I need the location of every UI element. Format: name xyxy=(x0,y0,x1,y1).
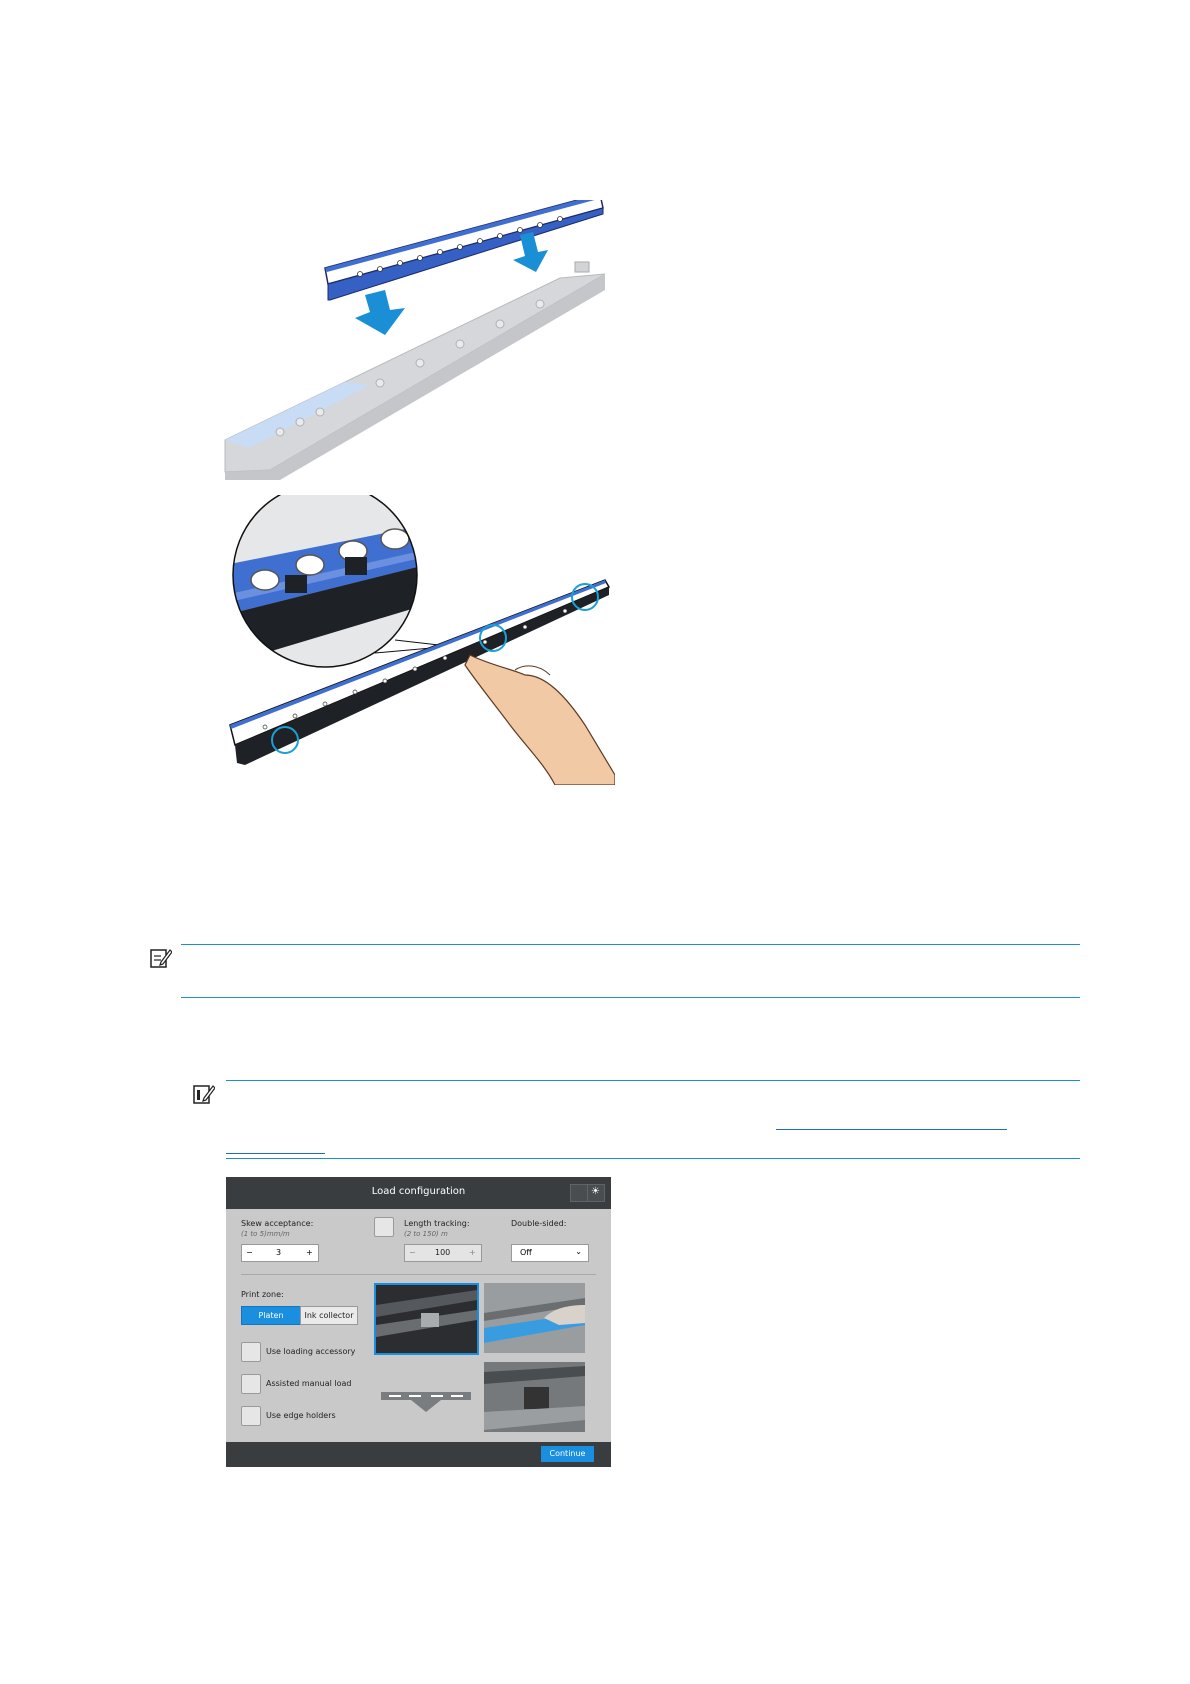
link-underline-continued[interactable] xyxy=(226,1153,325,1154)
platen-option[interactable]: Platen xyxy=(241,1306,301,1325)
panel-footer xyxy=(226,1442,611,1467)
double-sided-select[interactable] xyxy=(511,1244,589,1262)
accessory-insertion-illustration xyxy=(220,200,610,480)
accessory-hand-image xyxy=(484,1283,585,1353)
double-sided-label: Double-sided: xyxy=(511,1219,567,1228)
edge-holders-diagram xyxy=(381,1392,471,1420)
panel-divider xyxy=(241,1274,596,1275)
edge-holders-checkbox[interactable] xyxy=(241,1406,261,1426)
sun-icon: ☀ xyxy=(591,1186,600,1197)
panel-header xyxy=(226,1177,611,1209)
link-underline[interactable] xyxy=(776,1129,1007,1130)
length-tracking-checkbox[interactable] xyxy=(374,1217,394,1237)
accessory-check-illustration xyxy=(225,495,615,785)
important-pencil-icon xyxy=(193,1083,215,1105)
ink-collector-option[interactable]: Ink collector xyxy=(300,1306,358,1325)
length-minus-button[interactable]: − xyxy=(409,1248,416,1257)
load-configuration-panel xyxy=(226,1177,611,1467)
panel-title: Load configuration xyxy=(371,1186,466,1197)
edge-holders-label: Use edge holders xyxy=(266,1411,336,1420)
skew-label: Skew acceptance: xyxy=(241,1219,314,1228)
brightness-button[interactable] xyxy=(587,1184,605,1202)
length-tracking-stepper[interactable] xyxy=(404,1244,482,1262)
important-bottom-rule xyxy=(226,1158,1080,1159)
loading-accessory-thumbnail[interactable] xyxy=(484,1283,585,1353)
assisted-manual-load-label: Assisted manual load xyxy=(266,1379,352,1388)
loading-accessory-label: Use loading accessory xyxy=(266,1347,356,1356)
skew-minus-button[interactable]: − xyxy=(246,1248,253,1257)
skew-stepper[interactable] xyxy=(241,1244,319,1262)
loading-accessory-checkbox[interactable] xyxy=(241,1342,261,1362)
double-sided-value: Off xyxy=(520,1248,532,1257)
view-button[interactable] xyxy=(570,1184,588,1202)
length-value[interactable]: 100 xyxy=(435,1248,451,1257)
print-zone-label: Print zone: xyxy=(241,1290,284,1299)
printer-interior-image xyxy=(376,1285,477,1353)
length-tracking-label: Length tracking: xyxy=(404,1219,470,1228)
continue-button[interactable]: Continue xyxy=(541,1446,594,1462)
length-tracking-range: (2 to 150) m xyxy=(404,1230,448,1238)
important-top-rule xyxy=(226,1080,1080,1081)
note-pencil-icon xyxy=(150,947,172,969)
skew-value[interactable]: 3 xyxy=(276,1248,282,1257)
edge-holders-thumbnail[interactable] xyxy=(484,1362,585,1432)
skew-range: (1 to 5)mm/m xyxy=(241,1230,290,1238)
length-plus-button[interactable]: + xyxy=(469,1248,476,1257)
edge-holder-image xyxy=(484,1362,585,1432)
platen-thumbnail[interactable] xyxy=(374,1283,479,1355)
note-top-rule xyxy=(181,944,1080,945)
skew-plus-button[interactable]: + xyxy=(306,1248,313,1257)
chevron-down-icon: ⌄ xyxy=(575,1247,582,1256)
note-bottom-rule xyxy=(181,997,1080,998)
assisted-manual-load-checkbox[interactable] xyxy=(241,1374,261,1394)
